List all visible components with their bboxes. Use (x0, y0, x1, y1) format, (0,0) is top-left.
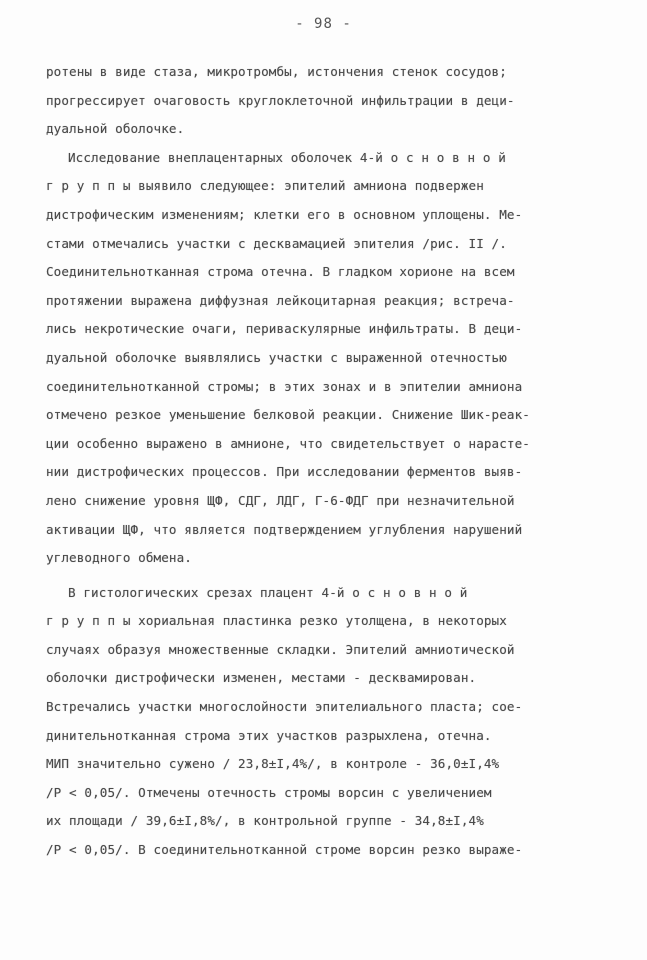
text-line: дуальной оболочке выявлялись участки с выраженной отечностью (46, 349, 507, 365)
text-line: активации ЩФ, что является подтверждением углубления нарушений (46, 521, 523, 537)
text-line: углеводного обмена. (46, 550, 192, 566)
text-line: лись некротические очаги, периваскулярные инфильтраты. В деци- (46, 321, 523, 337)
text-line: г р у п п ы хориальная пластинка резко утолщена, в некоторых (46, 613, 507, 629)
page-number: - 98 - (295, 16, 352, 32)
text-line: Встречались участки многослойности эпителиального пласта; сое- (46, 699, 523, 715)
text-line: отмечено резкое уменьшение белковой реакции. Снижение Шик-реак- (46, 407, 530, 423)
paragraph-start-line: Исследование внеплацентарных оболочек 4-й о с н о в н о й (68, 149, 506, 165)
paragraph-start-line: В гистологических срезах плацент 4-й о с н о в н о й (68, 584, 468, 600)
text-line: соединительнотканной стромы; в этих зонах и в эпителии амниона (46, 378, 523, 394)
text-line: оболочки дистрофически изменен, местами - десквамирован. (46, 670, 477, 686)
text-line: /Р < 0,05/. Отмечены отечность стромы ворсин с увеличением (46, 784, 492, 800)
text-line: случаях образуя множественные складки. Эпителий амниотической (46, 641, 515, 657)
text-line: ции особенно выражено в амнионе, что свидетельствует о нарасте- (46, 435, 530, 451)
text-line: Соединительнотканная строма отечна. В гладком хорионе на всем (46, 264, 515, 280)
text-line: нии дистрофических процессов. При исследовании ферментов выяв- (46, 464, 523, 480)
text-line: динительнотканная строма этих участков разрыхлена, отечна. (46, 727, 492, 743)
text-line: дистрофическим изменениям; клетки его в основном уплощены. Ме- (46, 206, 523, 222)
text-line: дуальной оболочке. (46, 121, 185, 137)
text-line: стами отмечались участки с десквамацией эпителия /рис. II /. (46, 235, 507, 251)
text-line: протяжении выражена диффузная лейкоцитарная реакция; встреча- (46, 292, 515, 308)
text-line: лено снижение уровня ЩФ, СДГ, ЛДГ, Г-6-ФДГ при незначительной (46, 492, 515, 508)
text-line: их площади / 39,6±I,8%/, в контрольной группе - 34,8±I,4% (46, 813, 484, 829)
text-line: г р у п п ы выявило следующее: эпителий амниона подвержен (46, 178, 484, 194)
body-text (46, 58, 606, 865)
text-line: МИП значительно сужено / 23,8±I,4%/, в контроле - 36,0±I,4% (46, 756, 500, 772)
text-line: ротены в виде стаза, микротромбы, истончения стенок сосудов; (46, 64, 507, 79)
text-line: прогрессирует очаговость круглоклеточной инфильтрации в деци- (46, 92, 515, 108)
text-line: /Р < 0,05/. В соединительнотканной строме ворсин резко выраже- (46, 842, 523, 858)
